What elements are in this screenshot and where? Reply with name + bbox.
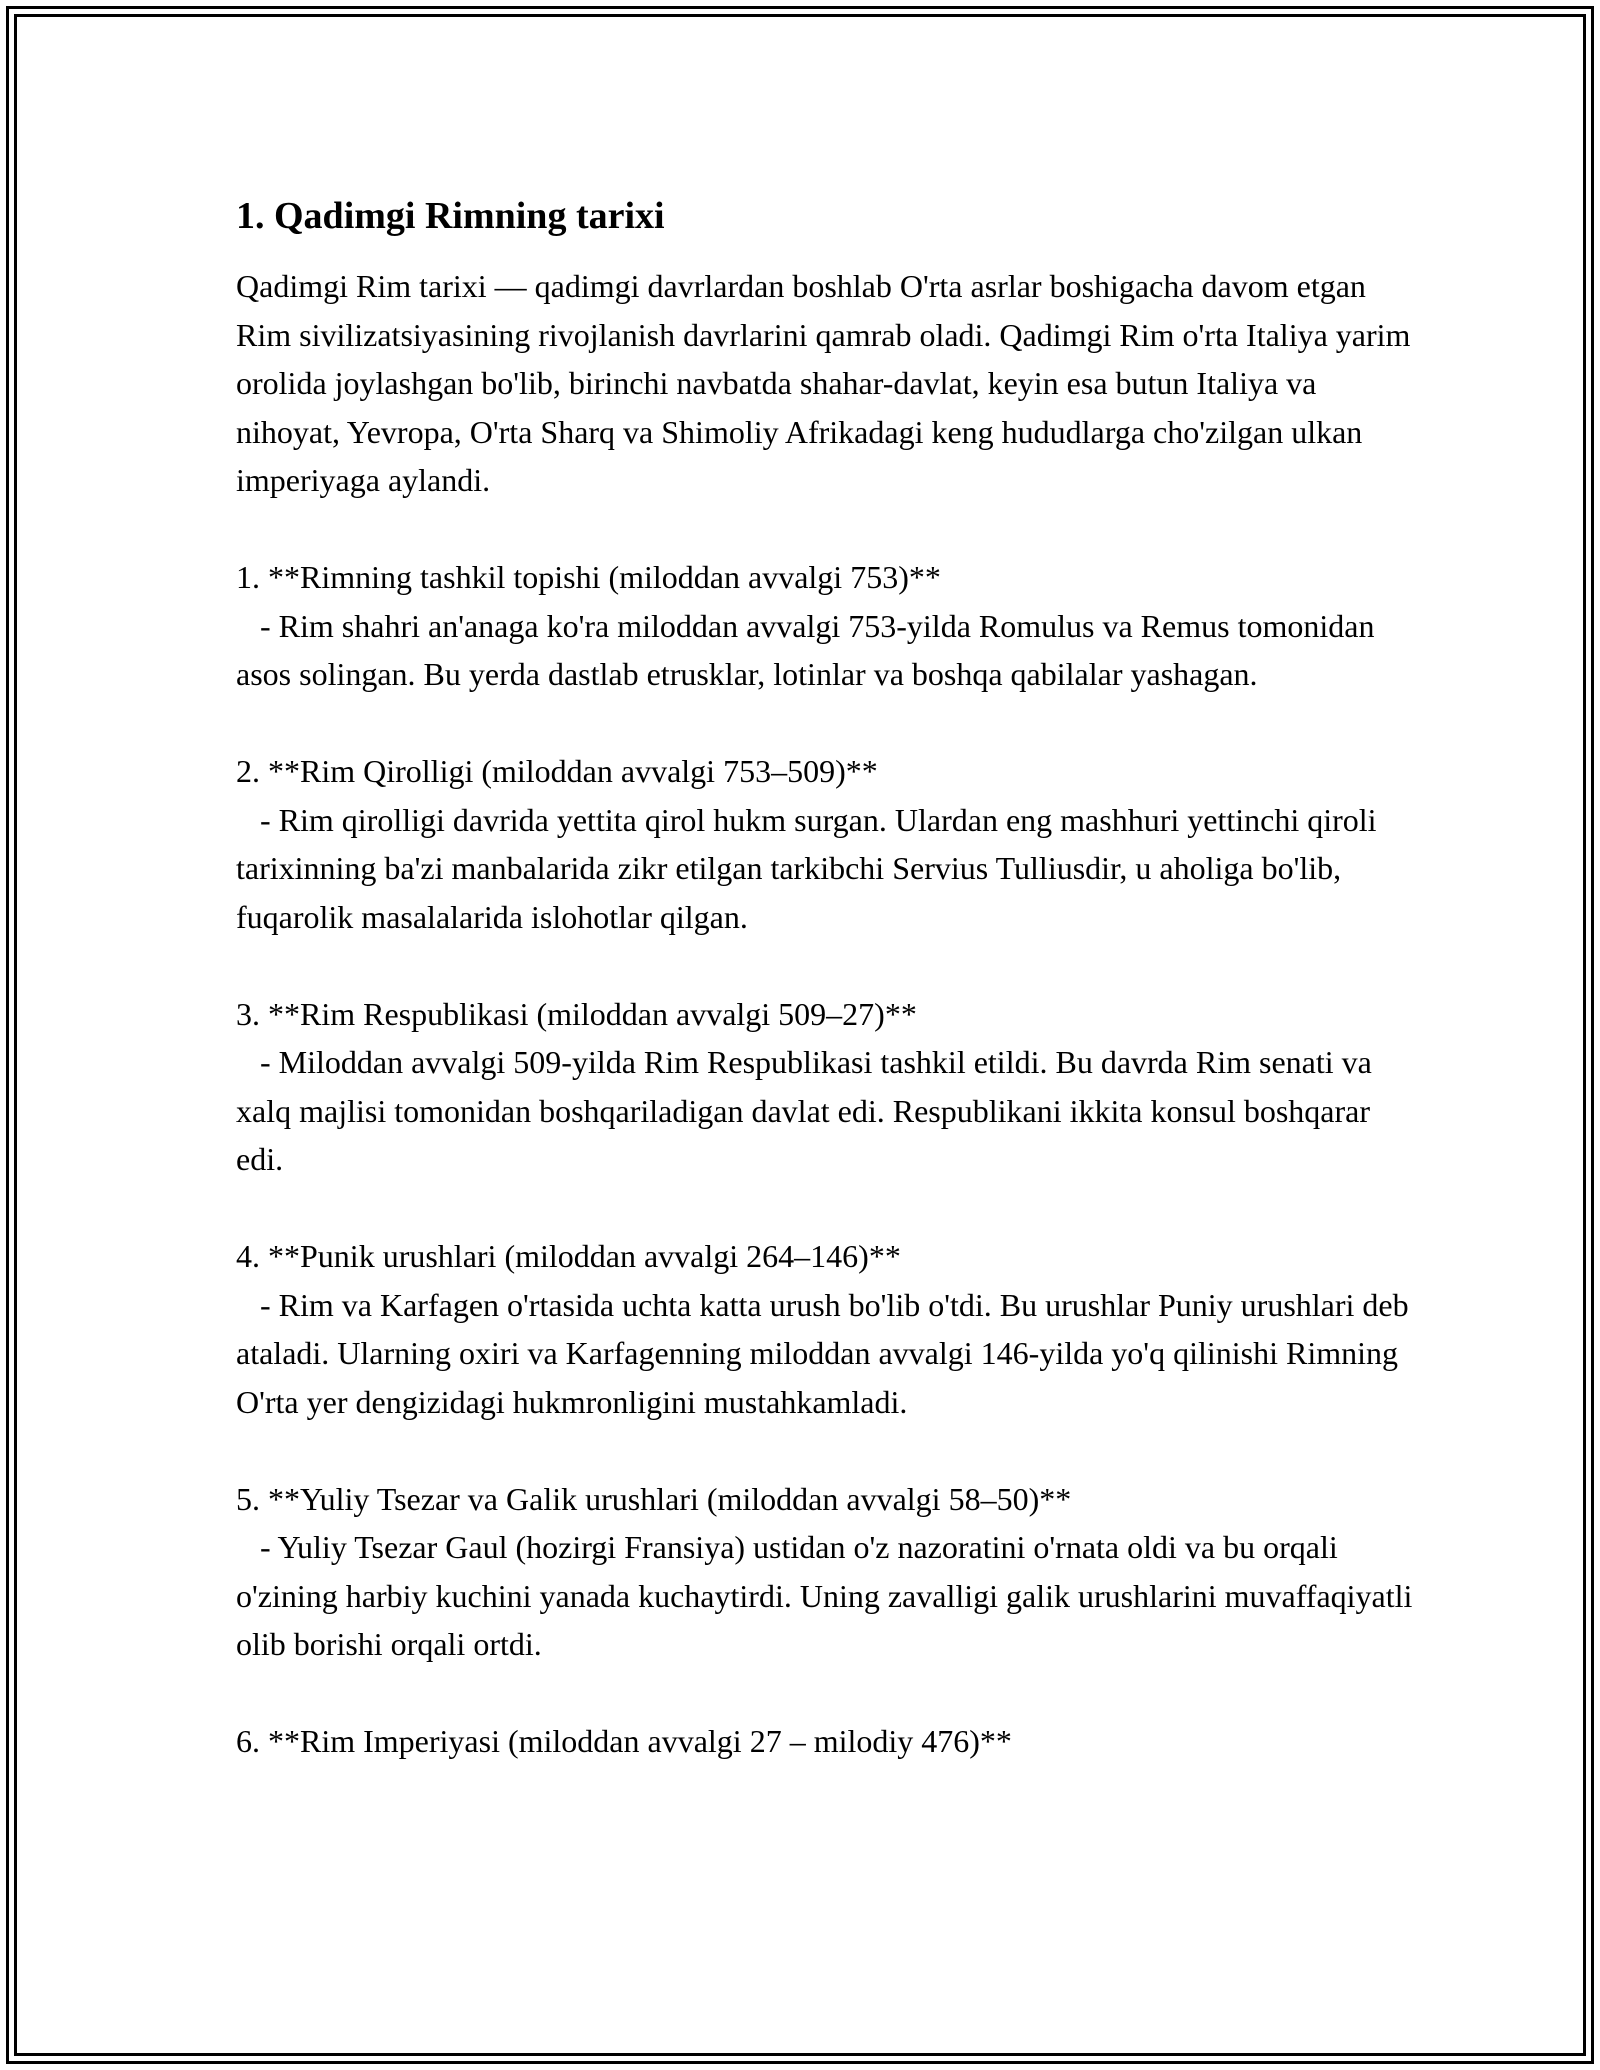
section-1 (236, 553, 1416, 699)
section-body: - Rim shahri an'anaga ko'ra miloddan avvalgi 753-yilda Romulus va Remus tomonidan asos solingan. Bu yerda dastlab etrusklar, lotinlar va boshqa qabilalar yashagan. (236, 607, 1383, 692)
document-title: 1. Qadimgi Rimning tarixi (236, 195, 665, 237)
section-3 (236, 990, 1416, 1184)
section-2 (236, 747, 1416, 941)
document-page (236, 188, 1421, 1766)
section-heading: 3. **Rim Respublikasi (miloddan avvalgi 509–27)** (236, 995, 917, 1032)
section-body: - Yuliy Tsezar Gaul (hozirgi Fransiya) ustidan o'z nazoratini o'rnata oldi va bu orqali o'zining harbiy kuchini yanada kuchaytirdi. Uning zavalligi galik urushlarini muvaffaqiyatli olib borishi orqali ortdi. (236, 1529, 1421, 1662)
spacer (236, 1426, 1416, 1475)
section-body: - Rim va Karfagen o'rtasida uchta katta urush bo'lib o'tdi. Bu urushlar Puniy urushlari deb ataladi. Ularning oxiri va Karfagenning miloddan avvalgi 146-yilda yo'q qilinishi Rimning O'rta yer dengizidagi hukmronligini mustahkamladi. (236, 1286, 1417, 1420)
intro-paragraph: Qadimgi Rim tarixi — qadimgi davrlardan boshlab O'rta asrlar boshigacha davom etgan Rim sivilizatsiyasining rivojlanish davrlarini qamrab oladi. Qadimgi Rim o'rta Italiya yarim orolida joylashgan bo'lib, birinchi navbatda shahar-davlat, keyin esa butun Italiya va nihoyat, Yevropa, O'rta Sharq va Shimoliy Afrikadagi keng hududlarga cho'zilgan ulkan imperiyaga aylandi. (236, 268, 1419, 498)
section-heading: 6. **Rim Imperiyasi (miloddan avvalgi 27 – milodiy 476)** (236, 1723, 1012, 1759)
section-body: - Miloddan avvalgi 509-yilda Rim Respublikasi tashkil etildi. Bu davrda Rim senati va xalq majlisi tomonidan boshqariladigan davlat edi. Respublikani ikkita konsul boshqarar edi. (236, 1044, 1380, 1177)
section-body: - Rim qirolligi davrida yettita qirol hukm surgan. Ulardan eng mashhuri yettinchi qiroli tarixinning ba'zi manbalarida zikr etilgan tarkibchi Servius Tulliusdir, u aholiga bo'lib, fuqarolik masalalarida islohotlar qilgan. (236, 801, 1385, 935)
spacer (236, 941, 1416, 990)
spacer (236, 699, 1416, 748)
spacer (236, 1184, 1416, 1233)
spacer (236, 505, 1416, 554)
section-heading: 5. **Yuliy Tsezar va Galik urushlari (miloddan avvalgi 58–50)** (236, 1480, 1072, 1517)
section-5 (236, 1475, 1421, 1669)
section-heading: 1. **Rimning tashkil topishi (miloddan avvalgi 753)** (236, 559, 941, 595)
section-6 (236, 1717, 1416, 1766)
spacer (236, 1669, 1416, 1718)
section-heading: 2. **Rim Qirolligi (miloddan avvalgi 753–509)** (236, 753, 878, 789)
section-heading: 4. **Punik urushlari (miloddan avvalgi 264–146)** (236, 1238, 901, 1274)
section-4 (236, 1232, 1416, 1426)
